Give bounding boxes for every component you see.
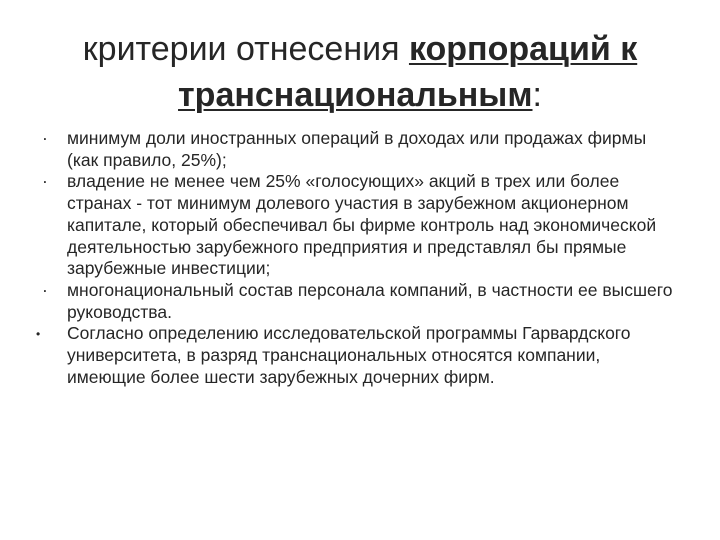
title-text-emphasis: корпораций к транснациональным bbox=[178, 30, 638, 114]
list-item-text: многонациональный состав персонала компаний, в частности ее высшего руководства. bbox=[67, 279, 673, 322]
bullet-marker: · bbox=[42, 279, 48, 300]
title-colon: : bbox=[532, 76, 542, 114]
title-text-plain: критерии отнесения bbox=[82, 30, 409, 68]
list-item bbox=[36, 171, 676, 280]
list-item-text: минимум доли иностранных операций в доходах или продажах фирмы (как правило, 25%); bbox=[67, 128, 647, 170]
bullet-marker: • bbox=[36, 327, 41, 342]
list-item bbox=[36, 280, 676, 323]
bullet-marker: · bbox=[42, 171, 48, 192]
list-item-text: Согласно определению исследовательской программы Гарвардского университета, в разряд транснациональных относятся компании, имеющие более шести зарубежных дочерних фирм. bbox=[67, 323, 631, 387]
list-item-text: владение не менее чем 25% «голосующих» акций в трех или более странах - тот минимум долевого участия в зарубежном акционерном капитале, который обеспечивал бы фирме контроль над экономической деятельностью зарубежного предприятия и представлял бы прямые зарубежные инвестиции; bbox=[67, 171, 657, 279]
list-item bbox=[36, 323, 676, 388]
bullet-marker: · bbox=[42, 128, 48, 148]
slide-title bbox=[30, 26, 690, 118]
criteria-list bbox=[36, 128, 676, 388]
list-item bbox=[36, 128, 676, 171]
